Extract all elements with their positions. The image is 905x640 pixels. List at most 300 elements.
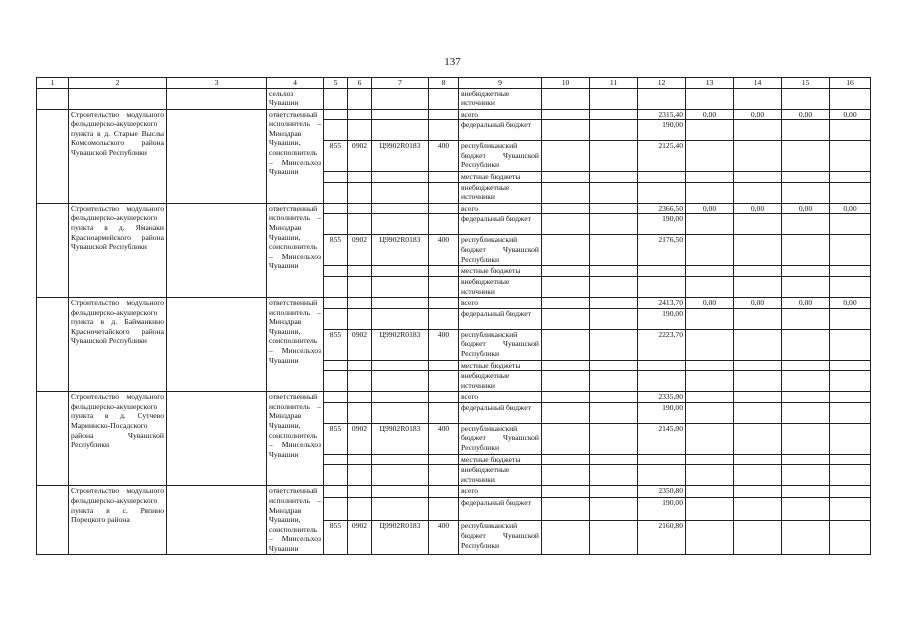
column-number: 3	[167, 78, 267, 89]
year-15-value	[782, 521, 830, 554]
year-10-value	[542, 371, 590, 392]
rzpr-code	[348, 266, 372, 277]
year-13-value	[686, 423, 734, 454]
grbs-code	[324, 402, 348, 423]
year-14-value	[734, 120, 782, 141]
vr-code	[429, 371, 459, 392]
year-11-value	[590, 308, 638, 329]
year-12-value	[638, 172, 686, 183]
column-number: 9	[459, 78, 542, 89]
year-15-value: 0,00	[782, 203, 830, 214]
year-11-value	[590, 486, 638, 498]
grbs-code	[324, 120, 348, 141]
year-11-value	[590, 266, 638, 277]
executor-cell: ответственный исполнитель – Минздрав Чувашии, соисполнитель – Минсельхоз Чувашии	[267, 203, 324, 297]
csr-code	[372, 297, 429, 308]
vr-code	[429, 454, 459, 465]
year-11-value	[590, 120, 638, 141]
rzpr-code	[348, 214, 372, 235]
year-15-value	[782, 423, 830, 454]
year-13-value	[686, 392, 734, 403]
year-16-value	[830, 454, 871, 465]
grbs-code: 855	[324, 521, 348, 554]
year-16-value	[830, 266, 871, 277]
year-12-value: 190,00	[638, 120, 686, 141]
column-1-cell	[37, 297, 69, 391]
rzpr-code	[348, 297, 372, 308]
vr-code	[429, 402, 459, 423]
year-11-value	[590, 498, 638, 521]
grbs-code	[324, 454, 348, 465]
year-11-value	[590, 521, 638, 554]
year-16-value	[830, 486, 871, 498]
year-16-value	[830, 521, 871, 554]
column-number: 11	[590, 78, 638, 89]
year-12-value: 2125,40	[638, 141, 686, 172]
year-16-value	[830, 214, 871, 235]
csr-code	[372, 203, 429, 214]
year-11-value	[590, 203, 638, 214]
column-number: 2	[69, 78, 167, 89]
csr-code	[372, 360, 429, 371]
year-12-value: 2176,50	[638, 235, 686, 266]
column-number: 10	[542, 78, 590, 89]
grbs-code	[324, 276, 348, 297]
csr-code	[372, 276, 429, 297]
year-14-value	[734, 276, 782, 297]
year-13-value: 0,00	[686, 297, 734, 308]
source-row	[37, 392, 871, 403]
year-10-value	[542, 109, 590, 120]
funding-source: федеральный бюджет	[459, 120, 542, 141]
csr-code	[372, 486, 429, 498]
column-3-cell	[167, 392, 267, 486]
grbs-code: 855	[324, 141, 348, 172]
year-14-value	[734, 465, 782, 486]
funding-source: республиканский бюджет Чувашской Республики	[459, 235, 542, 266]
csr-code	[372, 498, 429, 521]
year-15-value: 0,00	[782, 297, 830, 308]
funding-source: местные бюджеты	[459, 360, 542, 371]
column-number: 12	[638, 78, 686, 89]
year-11-value	[590, 214, 638, 235]
year-12-value: 190,00	[638, 214, 686, 235]
year-14-value: 0,00	[734, 297, 782, 308]
vr-code	[429, 203, 459, 214]
year-12-value	[638, 371, 686, 392]
year-13-value	[686, 214, 734, 235]
year-14-value	[734, 360, 782, 371]
year-14-value	[734, 329, 782, 360]
year-13-value	[686, 329, 734, 360]
funding-source: местные бюджеты	[459, 172, 542, 183]
column-3-cell	[167, 486, 267, 554]
rzpr-code	[348, 392, 372, 403]
source-cell: внебюджетные источники	[459, 88, 542, 109]
year-13-value	[686, 454, 734, 465]
year-14-value: 0,00	[734, 203, 782, 214]
rzpr-code	[348, 402, 372, 423]
year-13-value	[686, 276, 734, 297]
year-12-value: 190,00	[638, 308, 686, 329]
year-16-value: 0,00	[830, 109, 871, 120]
year-10-value	[542, 172, 590, 183]
csr-code	[372, 402, 429, 423]
year-10-value	[542, 329, 590, 360]
year-15-value	[782, 172, 830, 183]
year-14-value	[734, 308, 782, 329]
year-16-value: 0,00	[830, 203, 871, 214]
year-10-value	[542, 308, 590, 329]
vr-code: 400	[429, 141, 459, 172]
year-16-value	[830, 120, 871, 141]
grbs-code	[324, 203, 348, 214]
grbs-code	[324, 172, 348, 183]
executor-cell: ответственный исполнитель – Минздрав Чувашии, соисполнитель – Минсельхоз Чувашии	[267, 109, 324, 203]
grbs-code	[324, 182, 348, 203]
year-16-value: 0,00	[830, 297, 871, 308]
column-number-row	[37, 78, 871, 89]
grbs-code	[324, 465, 348, 486]
project-name: Строительство модульного фельдшерско-акушерского пункта в д. Яманаки Красноармейского района Чувашской Республики	[69, 203, 167, 297]
year-11-value	[590, 297, 638, 308]
grbs-code	[324, 392, 348, 403]
year-15-value	[782, 371, 830, 392]
page-number: 137	[444, 56, 461, 68]
column-1-cell	[37, 203, 69, 297]
grbs-code	[324, 266, 348, 277]
column-1-cell	[37, 392, 69, 486]
year-12-value: 2315,40	[638, 109, 686, 120]
carry-over-row	[37, 88, 871, 109]
vr-code	[429, 109, 459, 120]
csr-code	[372, 120, 429, 141]
csr-code	[372, 182, 429, 203]
year-14-value	[734, 235, 782, 266]
year-10-value	[542, 454, 590, 465]
source-row	[37, 109, 871, 120]
year-16-value	[830, 423, 871, 454]
year-13-value	[686, 371, 734, 392]
vr-code	[429, 172, 459, 183]
year-14-value	[734, 141, 782, 172]
vr-code: 400	[429, 521, 459, 554]
funding-source: федеральный бюджет	[459, 402, 542, 423]
year-10-value	[542, 266, 590, 277]
rzpr-code	[348, 182, 372, 203]
grbs-code	[324, 214, 348, 235]
vr-code	[429, 214, 459, 235]
vr-code: 400	[429, 423, 459, 454]
column-number: 5	[324, 78, 348, 89]
rzpr-code	[348, 120, 372, 141]
rzpr-code	[348, 109, 372, 120]
year-10-value	[542, 203, 590, 214]
grbs-code	[324, 498, 348, 521]
vr-code: 400	[429, 329, 459, 360]
column-3-cell	[167, 203, 267, 297]
vr-code	[429, 276, 459, 297]
year-16-value	[830, 235, 871, 266]
executor-cell: сельхоз Чувашии	[267, 88, 324, 109]
year-11-value	[590, 392, 638, 403]
csr-code: Ц9902R0183	[372, 521, 429, 554]
rzpr-code	[348, 371, 372, 392]
year-14-value	[734, 521, 782, 554]
csr-code	[372, 172, 429, 183]
year-10-value	[542, 392, 590, 403]
source-row	[37, 203, 871, 214]
rzpr-code	[348, 465, 372, 486]
year-10-value	[542, 297, 590, 308]
csr-code	[372, 465, 429, 486]
year-10-value	[542, 276, 590, 297]
column-number: 7	[372, 78, 429, 89]
year-12-value	[638, 182, 686, 203]
grbs-code: 855	[324, 329, 348, 360]
rzpr-code	[348, 486, 372, 498]
csr-code	[372, 308, 429, 329]
year-12-value	[638, 276, 686, 297]
year-13-value: 0,00	[686, 109, 734, 120]
source-row	[37, 297, 871, 308]
year-13-value	[686, 360, 734, 371]
rzpr-code	[348, 276, 372, 297]
year-12-value: 2145,00	[638, 423, 686, 454]
rzpr-code	[348, 172, 372, 183]
column-3-cell	[167, 109, 267, 203]
vr-code: 400	[429, 235, 459, 266]
column-number: 15	[782, 78, 830, 89]
year-15-value	[782, 141, 830, 172]
vr-code	[429, 486, 459, 498]
executor-cell: ответственный исполнитель – Минздрав Чувашии, соисполнитель – Минсельхоз Чувашии	[267, 392, 324, 486]
year-15-value	[782, 454, 830, 465]
rzpr-code	[348, 454, 372, 465]
project-name: Строительство модульного фельдшерско-акушерского пункта в д. Старые Выслы Комсомольского района Чувашской Республики	[69, 109, 167, 203]
csr-code: Ц9902R0183	[372, 423, 429, 454]
project-name: Строительство модульного фельдшерско-акушерского пункта в д. Сутчево Мариинско-Посадского района Чувашской Республики	[69, 392, 167, 486]
vr-code	[429, 297, 459, 308]
year-11-value	[590, 402, 638, 423]
vr-code	[429, 266, 459, 277]
year-15-value	[782, 182, 830, 203]
executor-cell: ответственный исполнитель – Минздрав Чувашии, соисполнитель – Минсельхоз Чувашии	[267, 297, 324, 391]
year-12-value: 2413,70	[638, 297, 686, 308]
year-15-value	[782, 402, 830, 423]
year-11-value	[590, 141, 638, 172]
year-14-value	[734, 182, 782, 203]
year-10-value	[542, 182, 590, 203]
year-16-value	[830, 141, 871, 172]
rzpr-code: 0902	[348, 521, 372, 554]
year-13-value	[686, 521, 734, 554]
funding-source: республиканский бюджет Чувашской Республики	[459, 423, 542, 454]
year-11-value	[590, 371, 638, 392]
column-number: 6	[348, 78, 372, 89]
year-12-value: 190,00	[638, 402, 686, 423]
year-14-value	[734, 454, 782, 465]
year-10-value	[542, 498, 590, 521]
year-11-value	[590, 454, 638, 465]
year-15-value	[782, 214, 830, 235]
year-10-value	[542, 423, 590, 454]
grbs-code	[324, 486, 348, 498]
year-11-value	[590, 109, 638, 120]
year-16-value	[830, 371, 871, 392]
year-12-value: 190,00	[638, 498, 686, 521]
vr-code	[429, 120, 459, 141]
year-12-value: 2366,50	[638, 203, 686, 214]
year-12-value: 2223,70	[638, 329, 686, 360]
csr-code: Ц9902R0183	[372, 235, 429, 266]
year-16-value	[830, 329, 871, 360]
grbs-code: 855	[324, 235, 348, 266]
year-12-value: 2350,80	[638, 486, 686, 498]
csr-code	[372, 214, 429, 235]
column-3-cell	[167, 297, 267, 391]
year-11-value	[590, 172, 638, 183]
grbs-code: 855	[324, 423, 348, 454]
vr-code	[429, 498, 459, 521]
year-14-value	[734, 371, 782, 392]
vr-code	[429, 360, 459, 371]
year-15-value	[782, 266, 830, 277]
year-11-value	[590, 360, 638, 371]
year-14-value	[734, 423, 782, 454]
year-14-value	[734, 498, 782, 521]
funding-source: местные бюджеты	[459, 266, 542, 277]
grbs-code	[324, 308, 348, 329]
csr-code	[372, 454, 429, 465]
vr-code	[429, 308, 459, 329]
funding-source: всего	[459, 109, 542, 120]
year-10-value	[542, 120, 590, 141]
funding-source: республиканский бюджет Чувашской Республики	[459, 329, 542, 360]
year-15-value	[782, 360, 830, 371]
year-10-value	[542, 465, 590, 486]
csr-code	[372, 109, 429, 120]
funding-source: всего	[459, 392, 542, 403]
column-number: 13	[686, 78, 734, 89]
year-16-value	[830, 360, 871, 371]
vr-code	[429, 182, 459, 203]
rzpr-code	[348, 498, 372, 521]
csr-code: Ц9902R0183	[372, 329, 429, 360]
vr-code	[429, 465, 459, 486]
csr-code: Ц9902R0183	[372, 141, 429, 172]
source-row	[37, 486, 871, 498]
rzpr-code	[348, 308, 372, 329]
year-12-value	[638, 454, 686, 465]
rzpr-code: 0902	[348, 329, 372, 360]
year-13-value	[686, 402, 734, 423]
year-11-value	[590, 329, 638, 360]
year-15-value	[782, 392, 830, 403]
column-number: 1	[37, 78, 69, 89]
year-16-value	[830, 172, 871, 183]
year-16-value	[830, 465, 871, 486]
year-10-value	[542, 521, 590, 554]
csr-code	[372, 266, 429, 277]
year-14-value	[734, 402, 782, 423]
year-14-value	[734, 172, 782, 183]
grbs-code	[324, 371, 348, 392]
year-13-value	[686, 172, 734, 183]
year-14-value: 0,00	[734, 109, 782, 120]
column-number: 14	[734, 78, 782, 89]
funding-source: республиканский бюджет Чувашской Республики	[459, 141, 542, 172]
year-16-value	[830, 182, 871, 203]
year-16-value	[830, 392, 871, 403]
year-14-value	[734, 214, 782, 235]
year-15-value	[782, 276, 830, 297]
executor-cell: ответственный исполнитель – Минздрав Чувашии, соисполнитель – Минсельхоз Чувашии	[267, 486, 324, 554]
year-14-value	[734, 392, 782, 403]
year-11-value	[590, 182, 638, 203]
year-13-value: 0,00	[686, 203, 734, 214]
year-16-value	[830, 276, 871, 297]
project-name: Строительство модульного фельдшерско-акушерского пункта в д. Байманкино Красночетайского района Чувашской Республики	[69, 297, 167, 391]
year-15-value	[782, 498, 830, 521]
funding-source: федеральный бюджет	[459, 308, 542, 329]
funding-source: внебюджетные источники	[459, 182, 542, 203]
grbs-code	[324, 109, 348, 120]
year-15-value	[782, 308, 830, 329]
rzpr-code: 0902	[348, 423, 372, 454]
year-13-value	[686, 235, 734, 266]
funding-source: внебюджетные источники	[459, 465, 542, 486]
grbs-code	[324, 360, 348, 371]
rzpr-code	[348, 203, 372, 214]
funding-source: федеральный бюджет	[459, 498, 542, 521]
year-10-value	[542, 360, 590, 371]
year-11-value	[590, 276, 638, 297]
year-13-value	[686, 266, 734, 277]
column-1-cell	[37, 109, 69, 203]
year-10-value	[542, 402, 590, 423]
year-13-value	[686, 120, 734, 141]
csr-code	[372, 371, 429, 392]
funding-source: всего	[459, 297, 542, 308]
year-10-value	[542, 235, 590, 266]
year-16-value	[830, 308, 871, 329]
year-15-value	[782, 329, 830, 360]
rzpr-code: 0902	[348, 141, 372, 172]
year-13-value	[686, 465, 734, 486]
year-13-value	[686, 182, 734, 203]
year-12-value: 2160,80	[638, 521, 686, 554]
year-11-value	[590, 465, 638, 486]
funding-source: внебюджетные источники	[459, 371, 542, 392]
year-15-value	[782, 465, 830, 486]
year-11-value	[590, 235, 638, 266]
budget-table	[36, 77, 871, 555]
year-15-value	[782, 486, 830, 498]
year-10-value	[542, 141, 590, 172]
year-16-value	[830, 402, 871, 423]
year-13-value	[686, 308, 734, 329]
year-12-value	[638, 266, 686, 277]
funding-source: всего	[459, 203, 542, 214]
year-12-value	[638, 360, 686, 371]
year-15-value: 0,00	[782, 109, 830, 120]
year-12-value: 2335,00	[638, 392, 686, 403]
funding-source: внебюджетные источники	[459, 276, 542, 297]
csr-code	[372, 392, 429, 403]
year-10-value	[542, 214, 590, 235]
year-14-value	[734, 486, 782, 498]
